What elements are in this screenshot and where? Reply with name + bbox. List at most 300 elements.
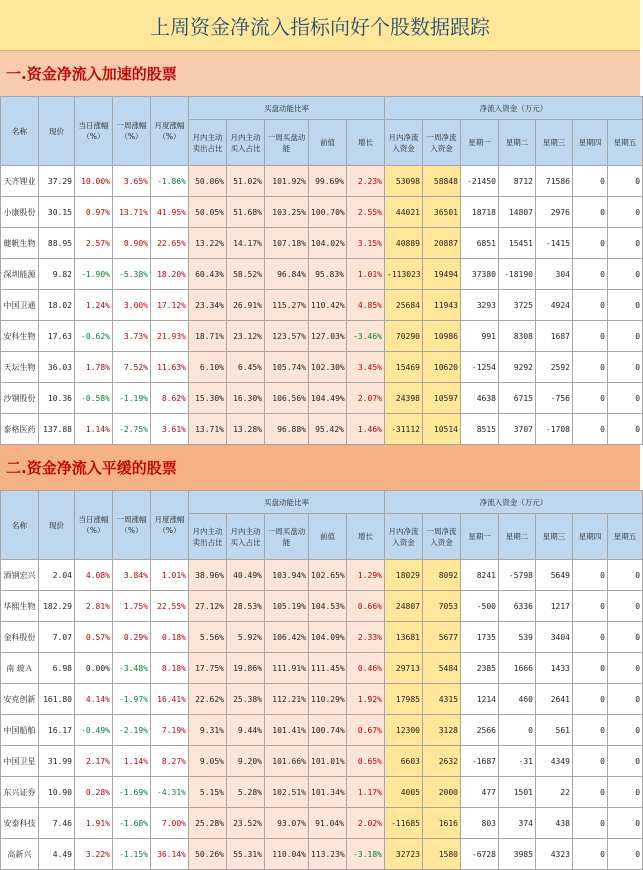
table-cell: -1708	[536, 414, 573, 445]
table-cell: 10.00%	[75, 166, 113, 197]
table-cell: -1.90%	[75, 259, 113, 290]
table-cell: 36.14%	[151, 839, 189, 870]
header-month-net: 月内净流入资金	[385, 514, 423, 560]
table-cell: 104.09%	[309, 622, 347, 653]
table-cell: 6603	[385, 746, 423, 777]
table-cell: 0.28%	[75, 777, 113, 808]
table-cell: 99.69%	[309, 166, 347, 197]
table-cell: 0.46%	[347, 653, 385, 684]
table-cell: 0.29%	[113, 622, 151, 653]
table-cell: 93.07%	[265, 808, 309, 839]
table-cell: 104.53%	[309, 591, 347, 622]
table-cell: 51.02%	[227, 166, 265, 197]
table-cell: 6.98	[39, 653, 75, 684]
table-cell: 0	[573, 839, 608, 870]
table-cell: 17.63	[39, 321, 75, 352]
table-cell: 22.55%	[151, 591, 189, 622]
table-cell: 1.29%	[347, 560, 385, 591]
header-mon: 星期一	[461, 514, 499, 560]
table-cell: -1.86%	[151, 166, 189, 197]
header-thu: 星期四	[573, 120, 608, 166]
table-cell: 0	[608, 383, 643, 414]
table-cell: 10514	[423, 414, 461, 445]
stock-name: 南 玻Ａ	[1, 653, 39, 684]
table-cell: 0	[499, 715, 536, 746]
table-cell: 991	[461, 321, 499, 352]
table-cell: 1433	[536, 653, 573, 684]
table-cell: 4315	[423, 684, 461, 715]
table-cell: 803	[461, 808, 499, 839]
table-cell: -0.49%	[75, 715, 113, 746]
header-month-buy: 月内主动买入占比	[227, 120, 265, 166]
table-cell: -31112	[385, 414, 423, 445]
table-cell: 374	[499, 808, 536, 839]
table-cell: 2592	[536, 352, 573, 383]
stock-name: 沙钢股份	[1, 383, 39, 414]
table-cell: 101.41%	[265, 715, 309, 746]
table-cell: 12300	[385, 715, 423, 746]
table-cell: 137.88	[39, 414, 75, 445]
table-cell: 96.84%	[265, 259, 309, 290]
table-row[interactable]	[1, 259, 643, 290]
table-row[interactable]	[1, 321, 643, 352]
table-cell: 0	[608, 352, 643, 383]
table-cell: 1666	[499, 653, 536, 684]
header-price: 现价	[39, 491, 75, 560]
table-cell: 10597	[423, 383, 461, 414]
table-cell: 16.30%	[227, 383, 265, 414]
table-cell: 10.90	[39, 777, 75, 808]
table-cell: 16.17	[39, 715, 75, 746]
table-cell: 1687	[536, 321, 573, 352]
table-cell: 6851	[461, 228, 499, 259]
table-row[interactable]	[1, 383, 643, 414]
table-row[interactable]	[1, 715, 643, 746]
table-cell: 5677	[423, 622, 461, 653]
table-cell: -1415	[536, 228, 573, 259]
table-cell: -1.97%	[113, 684, 151, 715]
table-cell: 14.17%	[227, 228, 265, 259]
table-cell: 112.21%	[265, 684, 309, 715]
table-cell: 18718	[461, 197, 499, 228]
table-cell: 26.91%	[227, 290, 265, 321]
table-cell: 0.90%	[113, 228, 151, 259]
table-cell: 14807	[499, 197, 536, 228]
table-cell: 102.51%	[265, 777, 309, 808]
table-cell: 22.65%	[151, 228, 189, 259]
stock-table	[0, 490, 643, 870]
stock-name: 酒钢宏兴	[1, 560, 39, 591]
table-cell: 3.00%	[113, 290, 151, 321]
table-cell: 3.45%	[347, 352, 385, 383]
table-cell: 0	[573, 560, 608, 591]
header-name: 名称	[1, 491, 39, 560]
table-cell: 4349	[536, 746, 573, 777]
header-week-change: 一周涨幅（%）	[113, 491, 151, 560]
header-wed: 星期三	[536, 120, 573, 166]
table-cell: 101.66%	[265, 746, 309, 777]
table-cell: 101.92%	[265, 166, 309, 197]
sections-container	[0, 51, 640, 870]
table-cell: 11943	[423, 290, 461, 321]
table-row[interactable]	[1, 197, 643, 228]
table-cell: 27.12%	[189, 591, 227, 622]
table-cell: 1217	[536, 591, 573, 622]
table-cell: -2.75%	[113, 414, 151, 445]
table-cell: 19494	[423, 259, 461, 290]
table-cell: 7.00%	[151, 808, 189, 839]
table-cell: 55.31%	[227, 839, 265, 870]
table-cell: 13.22%	[189, 228, 227, 259]
table-cell: 23.52%	[227, 808, 265, 839]
table-cell: 0	[608, 228, 643, 259]
table-cell: 70290	[385, 321, 423, 352]
table-cell: 8515	[461, 414, 499, 445]
table-cell: 3725	[499, 290, 536, 321]
table-cell: 21.93%	[151, 321, 189, 352]
table-cell: 1580	[423, 839, 461, 870]
table-cell: 3985	[499, 839, 536, 870]
table-cell: -18190	[499, 259, 536, 290]
table-cell: 0.67%	[347, 715, 385, 746]
header-tue: 星期二	[499, 514, 536, 560]
table-cell: 102.65%	[309, 560, 347, 591]
table-cell: 105.19%	[265, 591, 309, 622]
table-cell: 105.74%	[265, 352, 309, 383]
header-wed: 星期三	[536, 514, 573, 560]
table-cell: -11685	[385, 808, 423, 839]
table-cell: 10986	[423, 321, 461, 352]
table-cell: 0	[608, 321, 643, 352]
table-cell: 304	[536, 259, 573, 290]
table-cell: -1254	[461, 352, 499, 383]
table-cell: 5649	[536, 560, 573, 591]
table-cell: 0.65%	[347, 746, 385, 777]
table-row[interactable]	[1, 228, 643, 259]
table-cell: -4.31%	[151, 777, 189, 808]
table-cell: 0	[573, 383, 608, 414]
table-cell: 0	[573, 414, 608, 445]
table-cell: 51.68%	[227, 197, 265, 228]
table-cell: -1.68%	[113, 808, 151, 839]
table-cell: 23.12%	[227, 321, 265, 352]
table-cell: 2.17%	[75, 746, 113, 777]
table-cell: 106.42%	[265, 622, 309, 653]
table-cell: 19.86%	[227, 653, 265, 684]
table-cell: 2000	[423, 777, 461, 808]
table-cell: 36.03	[39, 352, 75, 383]
table-cell: 18.20%	[151, 259, 189, 290]
table-cell: 2.04	[39, 560, 75, 591]
table-cell: 41.95%	[151, 197, 189, 228]
table-cell: 8241	[461, 560, 499, 591]
stock-name: 中国卫通	[1, 290, 39, 321]
header-price: 现价	[39, 97, 75, 166]
header-thu: 星期四	[573, 514, 608, 560]
table-cell: 0	[608, 591, 643, 622]
table-cell: 9.82	[39, 259, 75, 290]
table-cell: -3.46%	[347, 321, 385, 352]
table-cell: 0	[608, 166, 643, 197]
table-cell: 25684	[385, 290, 423, 321]
table-cell: 24398	[385, 383, 423, 414]
header-day-change: 当日涨幅（%）	[75, 97, 113, 166]
header-week-buy: 一周买盘动能	[265, 120, 309, 166]
table-cell: 17985	[385, 684, 423, 715]
table-row[interactable]	[1, 653, 643, 684]
table-cell: 0	[573, 622, 608, 653]
table-cell: 110.04%	[265, 839, 309, 870]
table-cell: 18.71%	[189, 321, 227, 352]
table-cell: 110.42%	[309, 290, 347, 321]
table-cell: 8.27%	[151, 746, 189, 777]
table-cell: 3404	[536, 622, 573, 653]
table-cell: 1214	[461, 684, 499, 715]
table-cell: 29713	[385, 653, 423, 684]
table-row[interactable]	[1, 622, 643, 653]
table-cell: 0	[608, 839, 643, 870]
table-row[interactable]	[1, 591, 643, 622]
header-prev: 前值	[309, 120, 347, 166]
table-cell: 9.20%	[227, 746, 265, 777]
table-cell: 0	[608, 622, 643, 653]
table-cell: 9.05%	[189, 746, 227, 777]
table-row[interactable]	[1, 414, 643, 445]
table-row[interactable]	[1, 352, 643, 383]
table-cell: 13.71%	[189, 414, 227, 445]
table-row[interactable]	[1, 777, 643, 808]
table-cell: 13.28%	[227, 414, 265, 445]
table-cell: 0	[608, 259, 643, 290]
table-cell: 2.07%	[347, 383, 385, 414]
table-cell: 2641	[536, 684, 573, 715]
table-cell: 5.56%	[189, 622, 227, 653]
table-cell: 31.99	[39, 746, 75, 777]
header-growth: 增长	[347, 120, 385, 166]
table-cell: 8308	[499, 321, 536, 352]
table-row[interactable]	[1, 839, 643, 870]
header-group-flow: 净流入资金（万元）	[385, 491, 643, 514]
table-cell: 13681	[385, 622, 423, 653]
table-cell: 4924	[536, 290, 573, 321]
table-cell: -21450	[461, 166, 499, 197]
stock-name: 小康股份	[1, 197, 39, 228]
table-cell: 1501	[499, 777, 536, 808]
table-cell: 3.15%	[347, 228, 385, 259]
table-cell: 460	[499, 684, 536, 715]
table-cell: 6.45%	[227, 352, 265, 383]
table-cell: 5484	[423, 653, 461, 684]
stock-name: 安克创新	[1, 684, 39, 715]
table-cell: 103.25%	[265, 197, 309, 228]
header-tue: 星期二	[499, 120, 536, 166]
header-month-change: 月度涨幅（%）	[151, 97, 189, 166]
table-cell: 4.85%	[347, 290, 385, 321]
table-cell: 18029	[385, 560, 423, 591]
table-cell: 3128	[423, 715, 461, 746]
table-cell: 0	[573, 197, 608, 228]
table-cell: -1.69%	[113, 777, 151, 808]
table-cell: 7053	[423, 591, 461, 622]
table-cell: 100.74%	[309, 715, 347, 746]
table-cell: 95.42%	[309, 414, 347, 445]
table-cell: 4.08%	[75, 560, 113, 591]
table-cell: 22.62%	[189, 684, 227, 715]
table-cell: 0.66%	[347, 591, 385, 622]
header-week-net: 一周净流入资金	[423, 514, 461, 560]
table-cell: 3.84%	[113, 560, 151, 591]
table-cell: 0	[573, 684, 608, 715]
table-cell: 0	[573, 715, 608, 746]
table-cell: -31	[499, 746, 536, 777]
table-cell: 9.44%	[227, 715, 265, 746]
table-cell: 106.56%	[265, 383, 309, 414]
table-cell: 0	[608, 777, 643, 808]
page-title: 上周资金净流入指标向好个股数据跟踪	[0, 0, 640, 51]
stock-name: 中国卫星	[1, 746, 39, 777]
header-fri: 星期五	[608, 514, 643, 560]
table-cell: 1.46%	[347, 414, 385, 445]
table-cell: 1.78%	[75, 352, 113, 383]
table-cell: 7.46	[39, 808, 75, 839]
table-cell: 107.18%	[265, 228, 309, 259]
table-cell: 539	[499, 622, 536, 653]
stock-name: 金科股份	[1, 622, 39, 653]
table-cell: 104.02%	[309, 228, 347, 259]
table-cell: 17.12%	[151, 290, 189, 321]
table-cell: 0	[573, 321, 608, 352]
table-cell: 23.34%	[189, 290, 227, 321]
stock-name: 健帆生物	[1, 228, 39, 259]
section-title: 一.资金净流入加速的股票	[0, 51, 640, 96]
table-cell: 1.14%	[75, 414, 113, 445]
table-cell: 0	[573, 290, 608, 321]
table-cell: 50.26%	[189, 839, 227, 870]
table-cell: 4.14%	[75, 684, 113, 715]
table-cell: 36501	[423, 197, 461, 228]
table-cell: -2.19%	[113, 715, 151, 746]
table-cell: 40.49%	[227, 560, 265, 591]
table-cell: 123.57%	[265, 321, 309, 352]
table-cell: 7.52%	[113, 352, 151, 383]
table-cell: 0.57%	[75, 622, 113, 653]
table-cell: 38.96%	[189, 560, 227, 591]
table-cell: 96.88%	[265, 414, 309, 445]
table-cell: 2566	[461, 715, 499, 746]
table-cell: 0	[608, 684, 643, 715]
table-cell: 50.05%	[189, 197, 227, 228]
table-cell: 88.95	[39, 228, 75, 259]
table-row[interactable]	[1, 560, 643, 591]
table-cell: 10.36	[39, 383, 75, 414]
section-title: 二.资金净流入平缓的股票	[0, 445, 640, 490]
table-row[interactable]	[1, 746, 643, 777]
stock-name: 安科生物	[1, 321, 39, 352]
table-cell: 9.31%	[189, 715, 227, 746]
table-cell: 561	[536, 715, 573, 746]
table-cell: 0	[608, 808, 643, 839]
table-cell: 37.29	[39, 166, 75, 197]
table-cell: 100.70%	[309, 197, 347, 228]
table-cell: 2.33%	[347, 622, 385, 653]
stock-name: 中国船舶	[1, 715, 39, 746]
table-cell: 5.15%	[189, 777, 227, 808]
table-cell: 101.34%	[309, 777, 347, 808]
table-cell: 37380	[461, 259, 499, 290]
header-week-buy: 一周买盘动能	[265, 514, 309, 560]
table-cell: 16.41%	[151, 684, 189, 715]
table-cell: -5798	[499, 560, 536, 591]
table-cell: 0.00%	[75, 653, 113, 684]
stock-name: 深圳能源	[1, 259, 39, 290]
header-group-ratio: 买盘动能比率	[189, 97, 385, 120]
table-cell: 1.24%	[75, 290, 113, 321]
table-cell: 2.57%	[75, 228, 113, 259]
table-cell: 102.30%	[309, 352, 347, 383]
table-cell: 25.28%	[189, 808, 227, 839]
table-cell: -1.19%	[113, 383, 151, 414]
table-cell: 127.03%	[309, 321, 347, 352]
header-prev: 前值	[309, 514, 347, 560]
table-cell: 3.73%	[113, 321, 151, 352]
table-row[interactable]	[1, 290, 643, 321]
table-cell: 8092	[423, 560, 461, 591]
table-cell: 58848	[423, 166, 461, 197]
table-cell: 0	[573, 746, 608, 777]
stock-table	[0, 96, 643, 445]
table-cell: -500	[461, 591, 499, 622]
table-cell: 15469	[385, 352, 423, 383]
table-row[interactable]	[1, 808, 643, 839]
header-month-change: 月度涨幅（%）	[151, 491, 189, 560]
table-cell: 3.22%	[75, 839, 113, 870]
table-cell: 0.18%	[151, 622, 189, 653]
table-cell: 477	[461, 777, 499, 808]
table-cell: 1735	[461, 622, 499, 653]
table-cell: 111.45%	[309, 653, 347, 684]
table-cell: 4638	[461, 383, 499, 414]
table-cell: -6728	[461, 839, 499, 870]
stock-name: 高新兴	[1, 839, 39, 870]
table-row[interactable]	[1, 684, 643, 715]
table-cell: 2976	[536, 197, 573, 228]
table-cell: 24807	[385, 591, 423, 622]
table-cell: 13.71%	[113, 197, 151, 228]
table-cell: 8712	[499, 166, 536, 197]
table-cell: 0	[608, 414, 643, 445]
table-cell: 4323	[536, 839, 573, 870]
table-cell: 30.15	[39, 197, 75, 228]
table-cell: 104.49%	[309, 383, 347, 414]
table-cell: 3.65%	[113, 166, 151, 197]
table-cell: 110.29%	[309, 684, 347, 715]
table-cell: -113023	[385, 259, 423, 290]
table-cell: -5.38%	[113, 259, 151, 290]
table-cell: 7.19%	[151, 715, 189, 746]
table-cell: 0	[608, 653, 643, 684]
table-cell: 1616	[423, 808, 461, 839]
table-cell: 5.92%	[227, 622, 265, 653]
table-cell: 53098	[385, 166, 423, 197]
table-cell: 0	[573, 166, 608, 197]
table-cell: 161.80	[39, 684, 75, 715]
table-row[interactable]	[1, 166, 643, 197]
table-cell: 44021	[385, 197, 423, 228]
table-cell: 22	[536, 777, 573, 808]
table-cell: -1.15%	[113, 839, 151, 870]
table-cell: 2.81%	[75, 591, 113, 622]
table-cell: 0	[573, 228, 608, 259]
